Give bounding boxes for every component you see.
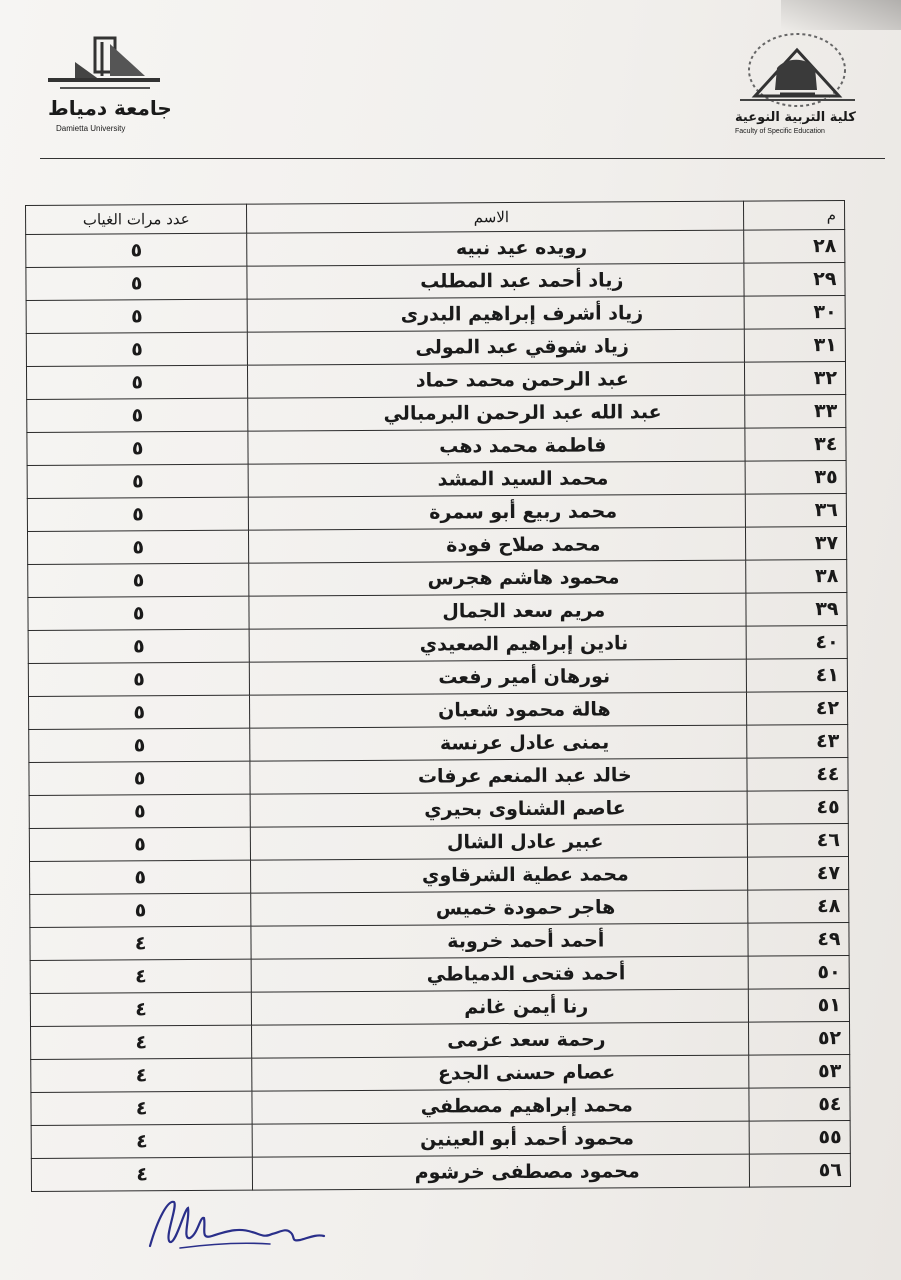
- student-name: محمود مصطفى خرشوم: [253, 1154, 750, 1190]
- row-number: ٣٤: [745, 427, 846, 461]
- absence-count: ٤: [30, 959, 252, 993]
- absence-count: ٥: [27, 464, 249, 498]
- absence-count: ٥: [27, 530, 249, 564]
- absence-count: ٥: [29, 794, 251, 828]
- table-row: [30, 922, 849, 960]
- student-name: هاجر حمودة خميس: [251, 890, 748, 926]
- row-number: ٤٦: [748, 823, 849, 857]
- row-number: ٤٢: [747, 691, 848, 725]
- table-row: [31, 1153, 850, 1191]
- table-row: [31, 1021, 850, 1059]
- damietta-university-logo: [40, 32, 170, 132]
- absence-count: ٥: [26, 266, 248, 300]
- student-name: نورهان أمير رفعت: [250, 659, 747, 695]
- table-row: [26, 295, 845, 333]
- student-name: محمود أحمد أبو العينين: [252, 1121, 749, 1157]
- table-row: [31, 1120, 850, 1158]
- row-number: ٣٢: [745, 361, 846, 395]
- student-name: عبير عادل الشال: [251, 824, 748, 860]
- absence-count: ٥: [28, 596, 250, 630]
- faculty-logo: [725, 28, 875, 148]
- faculty-emblem-icon: [725, 28, 875, 110]
- absence-count: ٤: [30, 992, 252, 1026]
- table-row: [31, 1054, 850, 1092]
- table-row: [29, 790, 848, 828]
- absence-count: ٤: [30, 926, 252, 960]
- row-number: ٤٠: [746, 625, 847, 659]
- student-name: أحمد أحمد خروبة: [251, 923, 748, 959]
- absence-count: ٥: [26, 365, 248, 399]
- absence-count: ٤: [31, 1025, 253, 1059]
- row-number: ٥٢: [749, 1021, 850, 1055]
- table-row: [28, 658, 847, 696]
- absence-count: ٤: [31, 1091, 253, 1125]
- student-name: محمود هاشم هجرس: [249, 560, 746, 596]
- student-name: محمد ربيع أبو سمرة: [249, 494, 746, 530]
- absence-count: ٥: [28, 563, 250, 597]
- table-row: [26, 361, 845, 399]
- table-row: [27, 526, 846, 564]
- absence-count: ٥: [29, 695, 251, 729]
- student-name: محمد إبراهيم مصطفي: [252, 1088, 749, 1124]
- absence-count: ٥: [26, 233, 248, 267]
- student-name: محمد السيد المشد: [248, 461, 745, 497]
- row-number: ٥٠: [748, 955, 849, 989]
- row-number: ٥١: [749, 988, 850, 1022]
- student-name: عصام حسنى الجدع: [252, 1055, 749, 1091]
- absence-count: ٥: [30, 860, 252, 894]
- absence-count: ٥: [29, 728, 251, 762]
- table-row: [31, 1087, 850, 1125]
- row-number: ٣٥: [745, 460, 846, 494]
- table-row: [26, 328, 845, 366]
- student-name: عاصم الشناوى بحيري: [250, 791, 747, 827]
- absence-count: ٥: [29, 827, 251, 861]
- student-name: زياد أحمد عبد المطلب: [247, 263, 744, 299]
- university-name-arabic: جامعة دمياط: [48, 96, 172, 120]
- faculty-name-english: Faculty of Specific Education: [735, 128, 825, 135]
- row-number: ٤٨: [748, 889, 849, 923]
- table-body: [26, 229, 851, 1191]
- absence-count: ٥: [28, 662, 250, 696]
- university-emblem-icon: [40, 32, 170, 96]
- signature: [140, 1188, 330, 1258]
- absence-count: ٥: [29, 761, 251, 795]
- row-number: ٣٨: [746, 559, 847, 593]
- row-number: ٥٥: [749, 1120, 850, 1154]
- table-row: [27, 427, 846, 465]
- table-row: [29, 724, 848, 762]
- faculty-name-arabic: كلية التربية النوعية: [735, 110, 856, 125]
- row-number: ٣٦: [746, 493, 847, 527]
- student-name: عبد الله عبد الرحمن البرمبالي: [248, 395, 745, 431]
- absence-count: ٥: [27, 497, 249, 531]
- row-number: ٣٧: [746, 526, 847, 560]
- table-row: [28, 625, 847, 663]
- absence-count: ٥: [28, 629, 250, 663]
- row-number: ٤٤: [747, 757, 848, 791]
- table-row: [27, 460, 846, 498]
- table-row: [27, 493, 846, 531]
- student-name: رنا أيمن غانم: [252, 989, 749, 1025]
- table-row: [28, 592, 847, 630]
- table-row: [29, 757, 848, 795]
- student-name: أحمد فتحى الدمياطي: [251, 956, 748, 992]
- student-name: نادين إبراهيم الصعيدي: [249, 626, 746, 662]
- row-number: ٢٩: [744, 262, 845, 296]
- row-number: ٥٣: [749, 1054, 850, 1088]
- student-name: هالة محمود شعبان: [250, 692, 747, 728]
- table-row: [30, 856, 849, 894]
- table-row: [29, 823, 848, 861]
- student-name: فاطمة محمد دهب: [248, 428, 745, 464]
- student-name: رحمة سعد عزمى: [252, 1022, 749, 1058]
- absence-table: [25, 200, 851, 1192]
- absence-count: ٤: [31, 1157, 253, 1191]
- student-name: يمنى عادل عرنسة: [250, 725, 747, 761]
- row-number: ٣٩: [746, 592, 847, 626]
- absence-count: ٤: [31, 1124, 253, 1158]
- row-number: ٤٣: [747, 724, 848, 758]
- absence-count: ٥: [30, 893, 252, 927]
- student-name: زياد شوقي عبد المولى: [248, 329, 745, 365]
- header-divider: [40, 158, 885, 159]
- row-number: ٤٧: [748, 856, 849, 890]
- absence-count: ٥: [27, 431, 249, 465]
- student-name: مريم سعد الجمال: [249, 593, 746, 629]
- student-name: عبد الرحمن محمد حماد: [248, 362, 745, 398]
- row-number: ٤١: [747, 658, 848, 692]
- absence-count: ٥: [27, 398, 249, 432]
- student-name: محمد عطية الشرقاوي: [251, 857, 748, 893]
- absence-count: ٥: [26, 299, 248, 333]
- university-name-english: Damietta University: [56, 124, 126, 133]
- student-name: رويده عيد نبيه: [247, 230, 744, 266]
- row-number: ٢٨: [744, 229, 845, 263]
- table-row: [30, 889, 849, 927]
- table-row: [30, 988, 849, 1026]
- table-row: [27, 394, 846, 432]
- table-row: [28, 559, 847, 597]
- column-header-number: م: [744, 200, 845, 230]
- column-header-absences: عدد مرات الغياب: [26, 204, 248, 234]
- table-row: [26, 229, 845, 267]
- column-header-name: الاسم: [247, 201, 744, 233]
- row-number: ٤٩: [748, 922, 849, 956]
- page-shadow: [781, 0, 901, 30]
- row-number: ٣٠: [744, 295, 845, 329]
- student-name: خالد عبد المنعم عرفات: [250, 758, 747, 794]
- table-row: [29, 691, 848, 729]
- absence-count: ٤: [31, 1058, 253, 1092]
- table-row: [30, 955, 849, 993]
- row-number: ٤٥: [747, 790, 848, 824]
- row-number: ٣٣: [745, 394, 846, 428]
- student-name: محمد صلاح فودة: [249, 527, 746, 563]
- table-row: [26, 262, 845, 300]
- row-number: ٣١: [745, 328, 846, 362]
- row-number: ٥٤: [749, 1087, 850, 1121]
- row-number: ٥٦: [750, 1153, 851, 1187]
- absence-count: ٥: [26, 332, 248, 366]
- student-name: زياد أشرف إبراهيم البدرى: [247, 296, 744, 332]
